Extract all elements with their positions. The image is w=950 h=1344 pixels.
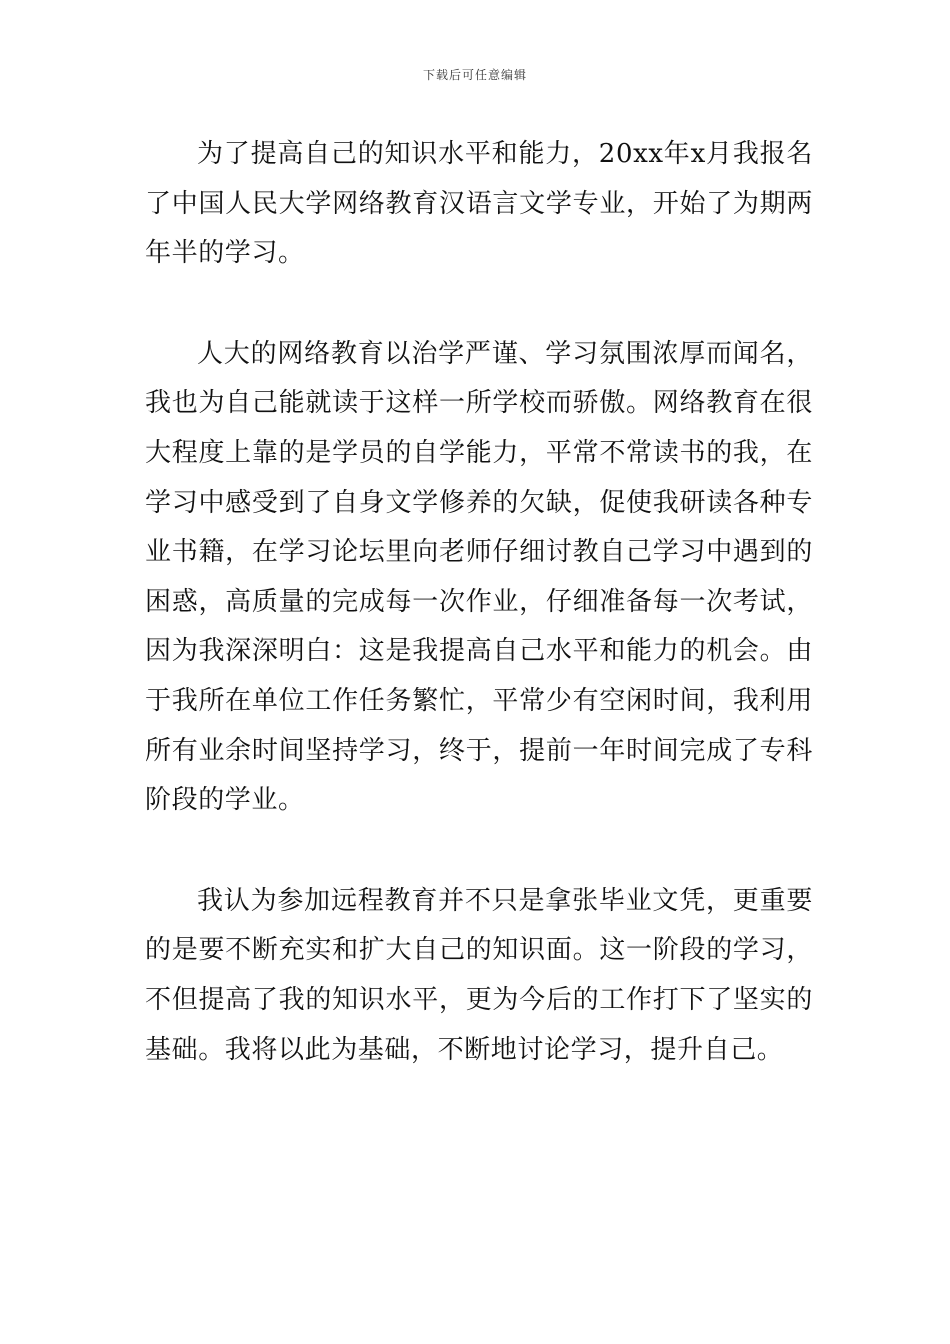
paragraph-2: 人大的网络教育以治学严谨、学习氛围浓厚而闻名，我也为自己能就读于这样一所学校而骄傲。网络教育在很大程度上靠的是学员的自学能力，平常不常读书的我，在学习中感受到了自身文学修养的欠缺，促使我研读各种专业书籍，在学习论坛里向老师仔细讨教自己学习中遇到的困惑，高质量的完成每一次作业，仔细准备每一次考试，因为我深深明白：这是我提高自己水平和能力的机会。由于我所在单位工作任务繁忙，平常少有空闲时间，我利用所有业余时间坚持学习，终于，提前一年时间完成了专科阶段的学业。 [145,338,813,816]
document-body [145,130,813,1075]
paragraph-1: 为了提高自己的知识水平和能力，20xx年x月我报名了中国人民大学网络教育汉语言文学专业，开始了为期两年半的学习。 [145,139,813,269]
page-header-note: 下载后可任意编辑 [422,68,527,82]
paragraph-3: 我认为参加远程教育并不只是拿张毕业文凭，更重要的是要不断充实和扩大自己的知识面。这一阶段的学习，不但提高了我的知识水平，更为今后的工作打下了坚实的基础。我将以此为基础，不断地讨论学习，提升自己。 [145,885,813,1065]
